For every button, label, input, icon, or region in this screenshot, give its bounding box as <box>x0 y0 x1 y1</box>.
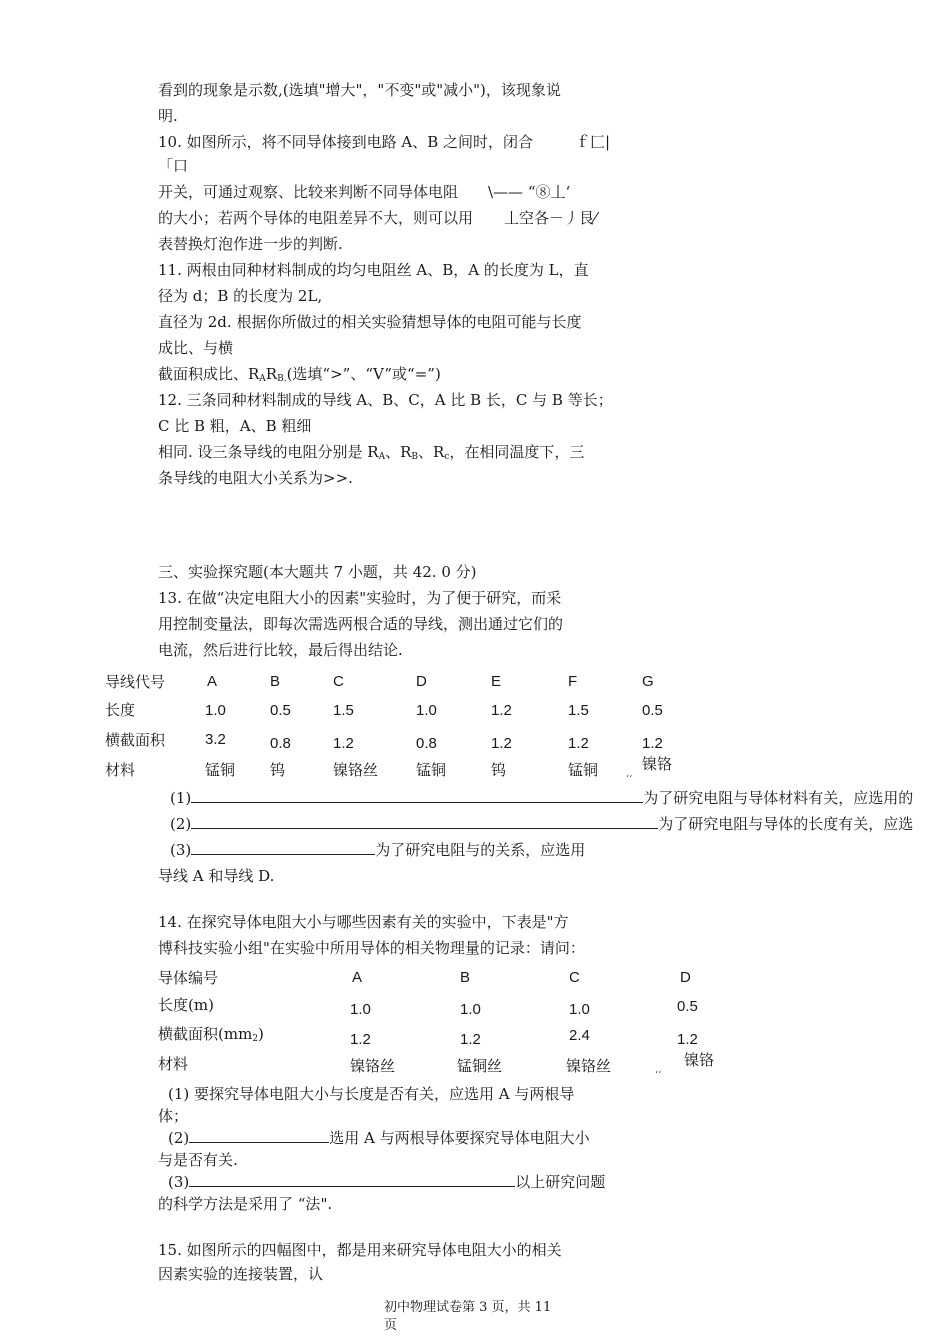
q11-line3: 直径为 2d. 根据你所做过的相关实验猜想导体的电阻可能与长度 <box>158 313 582 331</box>
q13-code-cell: F <box>568 673 578 690</box>
q13-material-cell: 钨 <box>270 761 286 779</box>
q12-line2: C 比 B 粗，A、B 粗细 <box>158 417 312 435</box>
q15-line1: 15. 如图所示的四幅图中，都是用来研究导体电阻大小的相关 <box>158 1241 562 1259</box>
q13-row-label-material: 材料 <box>105 761 136 779</box>
answer-blank[interactable] <box>189 1128 329 1143</box>
q13-line1: 13. 在做“决定电阻大小的因素"实验时，为了便于研究，而采 <box>158 589 562 607</box>
q14-material-cell: 镍铬丝 <box>350 1057 396 1075</box>
q14-row-label-material: 材料 <box>158 1055 189 1073</box>
q14-area-cell: 1.2 <box>350 1031 371 1048</box>
q14-material-cell: 镍铬丝 <box>566 1057 612 1075</box>
q13-area-cell: 3.2 <box>205 731 226 748</box>
q14-line1: 14. 在探究导体电阻大小与哪些因素有关的实验中，下表是"方 <box>158 913 569 931</box>
q12-line4: 条导线的电阻大小关系为>>. <box>158 469 353 487</box>
q11-line4: 成比、与横 <box>158 339 234 357</box>
answer-blank[interactable] <box>191 788 643 803</box>
q11-line5: 截面积成比、$R_AR_{B.}$(选填“>”、“V”或“=”) <box>158 365 441 384</box>
q13-line3: 电流，然后进行比较，最后得出结论. <box>158 641 403 659</box>
q13-area-cell: 1.2 <box>333 735 354 752</box>
q14-code-cell: A <box>352 969 363 986</box>
q13-sub3-line2: 导线 A 和导线 D. <box>158 867 275 885</box>
q13-length-cell: 0.5 <box>642 702 663 719</box>
q13-code-cell: D <box>416 673 427 690</box>
q10-figure-fragment-3: 丄空各－丿艮⁄ <box>504 209 597 227</box>
answer-blank[interactable] <box>191 840 375 855</box>
q13-area-cell: 1.2 <box>568 735 589 752</box>
q14-length-cell: 1.0 <box>569 1001 590 1018</box>
page-footer: 初中物理试卷第 3 页，共 11 <box>384 1300 552 1315</box>
q13-material-cell: 镍铬 <box>642 755 673 773</box>
q13-row-label-area: 横截面积 <box>105 731 166 749</box>
q13-code-cell: G <box>642 673 654 690</box>
q13-length-cell: 1.0 <box>416 702 437 719</box>
q13-row-label-length: 长度 <box>105 701 136 719</box>
q10-line1: 10. 如图所示，将不同导体接到电路 A、B 之间时，闭合 <box>158 133 534 151</box>
q9-line1: 看到的现象是示数,(选填"增大"，"不变"或"减小")，该现象说 <box>158 81 561 99</box>
q13-area-cell: 0.8 <box>416 735 437 752</box>
q14-material-cell: 镍铬 <box>684 1051 715 1069</box>
q13-sub3: (3) 为了研究电阻与的关系，应选用 <box>170 841 586 859</box>
q14-row-label-code: 导体编号 <box>158 969 219 987</box>
q15-line2: 因素实验的连接装置，认 <box>158 1265 324 1283</box>
q12-line1: 12. 三条同种材料制成的导线 A、B、C，A 比 B 长，C 与 B 等长； <box>158 391 613 409</box>
q14-code-cell: B <box>460 969 471 986</box>
q13-material-cell: 锰铜 <box>568 761 599 779</box>
q13-area-cell: 0.8 <box>270 735 291 752</box>
q13-line2: 用控制变量法，即每次需选两根合适的导线，测出通过它们的 <box>158 615 564 633</box>
q13-length-cell: 1.5 <box>333 702 354 719</box>
q14-table-mark: ‘‘ <box>655 1070 662 1081</box>
q12-line3: 相同. 设三条导线的电阻分别是 $R_A$、$R_B$、$R_c$，在相同温度下，三 <box>158 443 585 462</box>
q14-sub1: (1) 要探究导体电阻大小与长度是否有关，应选用 A 与两根导 <box>168 1085 575 1103</box>
q13-material-cell: 锰铜 <box>416 761 447 779</box>
q14-sub3-line2: 的科学方法是采用了 “法". <box>158 1195 333 1213</box>
q13-area-cell: 1.2 <box>642 735 663 752</box>
q13-length-cell: 1.5 <box>568 702 589 719</box>
q14-length-cell: 0.5 <box>677 998 698 1015</box>
answer-blank[interactable] <box>191 814 658 829</box>
q13-length-cell: 1.2 <box>491 702 512 719</box>
q10-line5: 表替换灯泡作进一步的判断. <box>158 235 343 253</box>
q11-line1: 11. 两根由同种材料制成的均匀电阻丝 A、B，A 的长度为 L，直 <box>158 261 589 279</box>
q13-code-cell: E <box>491 673 502 690</box>
q10-figure-fragment-2: \—— “⑧丄‘ <box>488 183 571 201</box>
q13-material-cell: 镍铬丝 <box>333 761 379 779</box>
q14-sub1-line2: 体； <box>158 1107 189 1125</box>
q14-sub3: (3) 以上研究问题 <box>168 1173 606 1191</box>
q13-material-cell: 钨 <box>491 761 507 779</box>
q14-material-cell: 锰铜丝 <box>457 1057 503 1075</box>
q13-code-cell: C <box>333 673 344 690</box>
q13-area-cell: 1.2 <box>491 735 512 752</box>
q10-line4: 的大小；若两个导体的电阻差异不大，则可以用 <box>158 209 474 227</box>
q14-area-cell: 1.2 <box>677 1031 698 1048</box>
answer-blank[interactable] <box>189 1172 515 1187</box>
q14-row-label-area: 横截面积$(mm_2)$ <box>158 1025 264 1044</box>
q13-length-cell: 1.0 <box>205 702 226 719</box>
q11-line2: 径为 d；B 的长度为 2L, <box>158 287 323 305</box>
page-footer-line2: 页 <box>384 1318 398 1333</box>
q14-length-cell: 1.0 <box>460 1001 481 1018</box>
q9-line2: 明. <box>158 107 178 125</box>
q14-sub2: (2) 选用 A 与两根导体要探究导体电阻大小 <box>168 1129 590 1147</box>
q13-length-cell: 0.5 <box>270 702 291 719</box>
q10-line2: 「口 <box>158 157 189 175</box>
q14-row-label-length: 长度(m) <box>158 996 214 1014</box>
q14-length-cell: 1.0 <box>350 1001 371 1018</box>
q14-area-cell: 1.2 <box>460 1031 481 1048</box>
q10-line3: 开关，可通过观察、比较来判断不同导体电阻 <box>158 183 459 201</box>
q13-code-cell: B <box>270 673 281 690</box>
q14-code-cell: D <box>680 969 691 986</box>
q10-figure-fragment-1: ｆ匚| <box>575 133 611 151</box>
q13-sub1: (1) 为了研究电阻与导体材料有关，应选用的 <box>170 789 914 807</box>
section-heading: 三、实验探究题(本大题共 7 小题，共 42. 0 分) <box>158 563 477 581</box>
q13-code-cell: A <box>207 673 218 690</box>
q14-line2: 博科技实验小组"在实验中所用导体的相关物理量的记录：请问： <box>158 939 585 957</box>
q13-sub2: (2) 为了研究电阻与导体的长度有关，应选 <box>170 815 914 833</box>
q13-material-cell: 锰铜 <box>205 761 236 779</box>
q14-code-cell: C <box>569 969 580 986</box>
q13-table-mark: ‘‘ <box>626 774 633 785</box>
q14-sub2-line2: 与是否有关. <box>158 1151 238 1169</box>
q14-area-cell: 2.4 <box>569 1027 590 1044</box>
q13-row-label-code: 导线代号 <box>105 673 166 691</box>
